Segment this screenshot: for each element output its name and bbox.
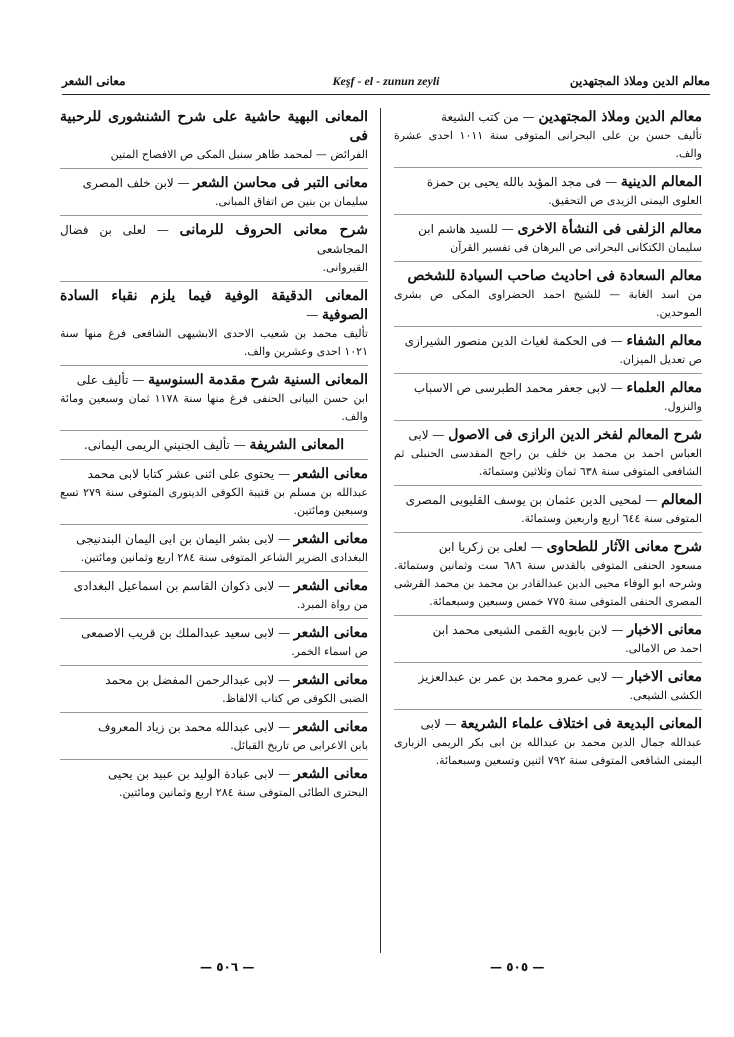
entry-description: ص اسماء الخمر. xyxy=(291,645,368,658)
bibliography-entry xyxy=(394,326,702,369)
entry-title: معالم الشفاء xyxy=(626,333,702,349)
entry-description: بابن الاعرابى ص تاريخ القبائل. xyxy=(230,739,368,752)
bibliography-entry xyxy=(60,108,368,164)
bibliography-entry xyxy=(60,524,368,567)
entry-author: — لعلى بن فضال المجاشعى xyxy=(60,223,368,256)
entry-description: عبدالله جمال الدين محمد بن عبدالله بن ابى بكر الريمى الزبارى اليمنى الشافعى المتوفى سنة ٧٩٢ اثنين وتسعين وسبعمائة. xyxy=(394,736,702,767)
entry-author: — لمحيى الدين عثمان بن يوسف القليوبى المصرى xyxy=(405,493,662,507)
entry-description: القيروانى. xyxy=(322,261,368,274)
entry-title: معانى التبر فى محاسن الشعر xyxy=(193,175,368,191)
entry-title: معانى الشعر xyxy=(293,466,368,482)
bibliography-entry xyxy=(60,459,368,520)
bibliography-entry xyxy=(394,532,702,611)
entry-author: — لابى عمرو محمد بن عمر بن عبدالعزيز xyxy=(418,670,628,684)
column-divider xyxy=(380,108,381,953)
entry-title: معالم الزلفى فى النشأة الاخرى xyxy=(517,221,702,237)
page-number-right: — ٥٠٥ — xyxy=(490,960,545,974)
entry-title: المعانى الدقيقة الوفية فيما يلزم نقباء السادة الصوفية xyxy=(60,288,368,323)
bibliography-entry xyxy=(394,214,702,257)
bibliography-entry xyxy=(60,281,368,361)
entry-description: سليمان الكتكانى البحرانى ص البرهان فى تفسير القرآن xyxy=(450,241,702,254)
entry-title: المعانى البديعة فى اختلاف علماء الشريعة xyxy=(460,716,702,732)
entry-title: معالم العلماء xyxy=(626,380,702,396)
entry-description: من اسد الغابة — للشيخ احمد الحضراوى المكى ص بشرى الموحدين. xyxy=(394,288,702,319)
header-right-title: معالم الدين وملاذ المجتهدين xyxy=(569,74,710,88)
entry-title: معانى الشعر xyxy=(293,625,368,641)
entry-description: من رواة المبرد. xyxy=(296,598,368,611)
page-number-left: — ٥٠٦ — xyxy=(200,960,255,974)
entry-author: — فى مجد المؤيد بالله يحيى بن حمزة xyxy=(426,175,621,189)
entry-title: شرح المعالم لفخر الدين الرازى فى الاصول xyxy=(448,427,702,443)
entry-author: — تأليف الجنيني الريمى اليمانى. xyxy=(83,438,250,452)
entry-author: — لابى xyxy=(408,428,449,442)
left-column xyxy=(60,108,368,953)
entry-title: معانى الشعر xyxy=(293,672,368,688)
entry-title: معالم السعادة فى احاديث صاحب السيادة للشخص xyxy=(407,268,702,284)
entry-title: معانى الشعر xyxy=(293,578,368,594)
entry-author: — يحتوى على اثنى عشر كتابا لابى محمد xyxy=(87,467,294,481)
entry-description: الكشى الشيعى. xyxy=(629,689,702,702)
entry-title: معانى الشعر xyxy=(293,531,368,547)
entry-author: — لابى ذكوان القاسم بن اسماعيل البغدادى xyxy=(73,579,294,593)
bibliography-entry xyxy=(394,108,702,163)
entry-author: — لابى سعيد عبدالملك بن قريب الاصمعى xyxy=(81,626,294,640)
entry-title: شرح معانى الآثار للطحاوى xyxy=(546,539,702,555)
entry-description: مسعود الحنفى المتوفى بالقدس سنة ٦٨٦ ست وثمانين وستمائة. وشرحه ابو الوفاء محيى الدين عبدالقادر بن محمد بن محمد القرشى المصرى الحنفى المتوفى سنة ٧٧٥ خمس وسبعين وسبعمائة. xyxy=(394,559,702,608)
bibliography-entry xyxy=(60,571,368,614)
entry-title: المعانى البهية حاشية على شرح الشنشورى للرحبية فى xyxy=(60,109,368,144)
entry-author: — لابى عبادة الوليد بن عبيد بن يحيى xyxy=(108,767,294,781)
bibliography-entry xyxy=(394,662,702,705)
entry-title: معالم الدين وملاذ المجتهدين xyxy=(538,109,702,125)
entry-author: — للسيد هاشم ابن xyxy=(418,222,518,236)
entry-author: — xyxy=(306,308,323,322)
entry-description: الضبى الكوفى ص كتاب الالفاظ. xyxy=(222,692,368,705)
entry-title: المعالم xyxy=(661,492,702,508)
entry-author: — لابى xyxy=(420,717,461,731)
entry-description: العباس احمد بن محمد بن خلف بن راجح المقدسى الحنبلى ثم الشافعى المتوفى سنة ٦٣٨ ثمان وثلاثين وستمائة. xyxy=(394,447,702,478)
running-header xyxy=(62,70,710,95)
entry-author: — لابن بابويه القمى الشيعى محمد ابن xyxy=(432,623,628,637)
bibliography-entry xyxy=(60,759,368,802)
entry-title: المعانى الشريفة xyxy=(249,437,345,453)
bibliography-entry xyxy=(394,485,702,528)
bibliography-entry xyxy=(394,615,702,658)
bibliography-entry xyxy=(60,618,368,661)
entry-description: ص تعديل الميزان. xyxy=(619,353,702,366)
bibliography-entry xyxy=(394,261,702,322)
entry-author: — فى الحكمة لغياث الدين منصور الشيرازى xyxy=(404,334,627,348)
entry-description: البغدادى الضرير الشاعر المتوفى سنة ٢٨٤ اربع وثمانين ومائتين. xyxy=(80,551,368,564)
right-column xyxy=(394,108,702,953)
entry-author: — لابى جعفر محمد الطبرسى ص الاسباب xyxy=(413,381,627,395)
entry-title: شرح معانى الحروف للرمانى xyxy=(179,222,368,238)
entry-author: — لعلى بن زكريا ابن xyxy=(438,540,547,554)
entry-author: — من كتب الشيعة xyxy=(441,110,539,124)
bibliography-entry xyxy=(60,168,368,211)
entry-description: تأليف محمد بن شعيب الاحدى الابشيهى الشافعى فرغ منها سنة ١٠٢١ احدى وعشرين والف. xyxy=(60,327,368,358)
bibliography-entry xyxy=(394,420,702,481)
entry-title: معانى الاخبار xyxy=(627,669,702,685)
entry-title: معانى الاخبار xyxy=(627,622,702,638)
entry-title: المعالم الدينية xyxy=(620,174,702,190)
entry-description: تأليف حسن بن على البحرانى المتوفى سنة ١٠١١ احدى عشرة والف. xyxy=(394,129,702,160)
entry-description: ابن حسن البيانى الحنفى فرغ منها سنة ١١٧٨ ثمان وسبعين ومائة والف. xyxy=(60,392,368,423)
entry-author: — تأليف على xyxy=(76,373,149,387)
entry-description: البحترى الطائى المتوفى سنة ٢٨٤ اربع وثمانين ومائتين. xyxy=(119,786,368,799)
entry-author: — لابى عبدالله محمد بن زياد المعروف xyxy=(97,720,294,734)
entry-description: عبدالله بن مسلم بن قتيبة الكوفى الدينورى المتوفى سنة ٢٧٩ تسع وسبعين ومائتين. xyxy=(60,486,368,517)
bibliography-entry xyxy=(60,665,368,708)
entry-description: العلوى اليمنى الزيدى ص التحقيق. xyxy=(548,194,702,207)
entry-description: احمد ص الامالى. xyxy=(625,642,702,655)
entry-description: سليمان بن بنين ص اتفاق المبانى. xyxy=(215,195,368,208)
entry-description: والنزول. xyxy=(664,400,702,413)
header-left-title: معانى الشعر xyxy=(62,74,126,88)
entry-title: معانى الشعر xyxy=(293,719,368,735)
bibliography-entry xyxy=(394,709,702,770)
header-center-title: Keşf - el - zunun zeyli xyxy=(332,74,440,88)
bibliography-entry xyxy=(60,430,368,455)
bibliography-entry xyxy=(394,167,702,210)
bibliography-entry xyxy=(60,712,368,755)
entry-author: — لابى عبدالرحمن المفضل بن محمد xyxy=(105,673,294,687)
bibliography-entry xyxy=(394,373,702,416)
entry-description: الفرائض — لمحمد طاهر سنبل المكى ص الافصاح المتين xyxy=(110,148,368,161)
bibliography-entry xyxy=(60,365,368,426)
bibliography-entry xyxy=(60,215,368,277)
entry-author: — لابى بشر اليمان بن ابى اليمان البندنيجى xyxy=(76,532,294,546)
entry-author: — لابن خلف المصرى xyxy=(82,176,194,190)
entry-description: المتوفى سنة ٦٤٤ اربع واربعين وستمائة. xyxy=(521,512,702,525)
entry-title: المعانى السنية شرح مقدمة السنوسية xyxy=(148,372,368,388)
entry-title: معانى الشعر xyxy=(293,766,368,782)
